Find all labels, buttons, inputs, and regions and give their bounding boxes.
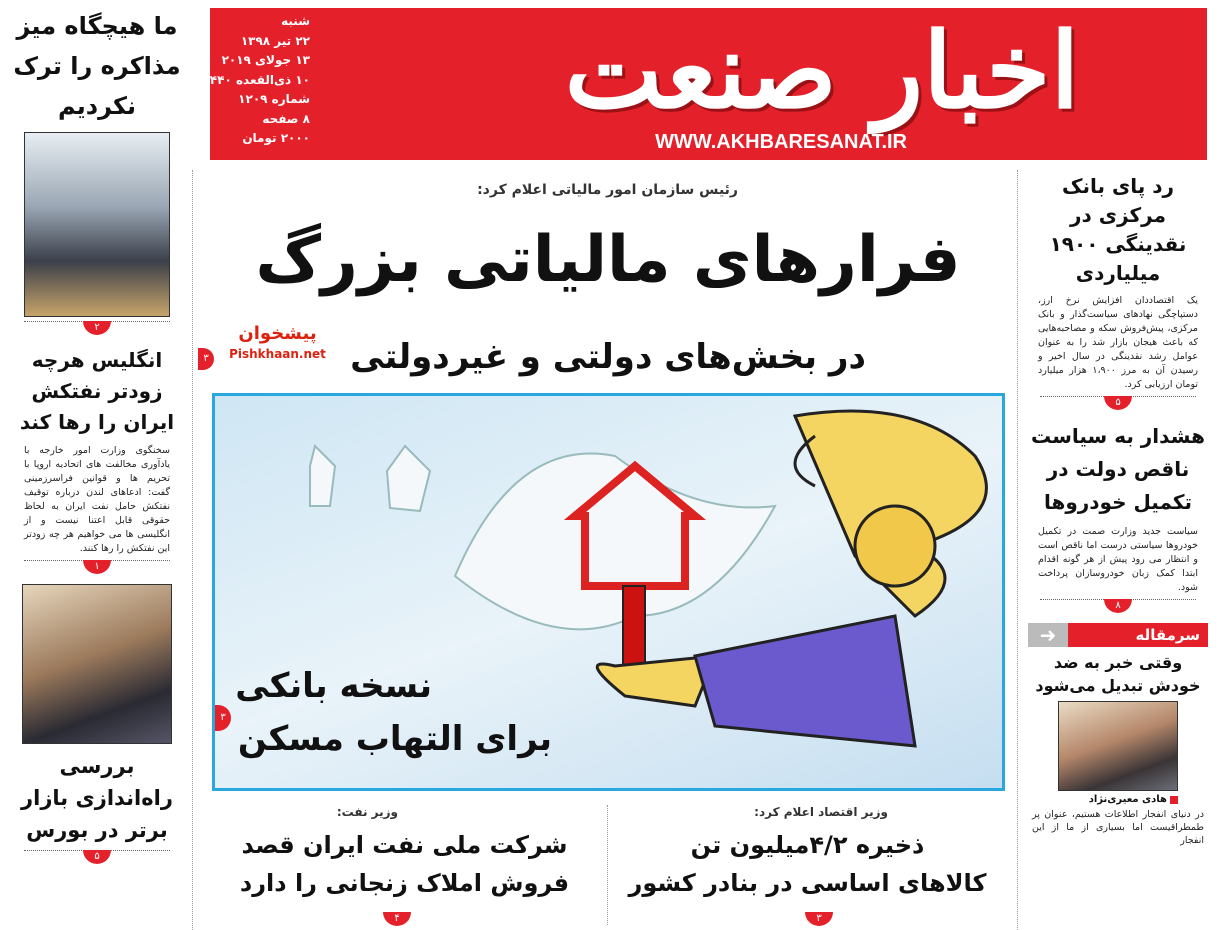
column-divider	[607, 805, 608, 925]
headline-line: ذخیره ۴/۲میلیون تن	[690, 831, 925, 859]
page-count: ۸ صفحه	[262, 111, 310, 126]
divider	[24, 560, 170, 578]
author-name: هادی معیری‌نژاد	[1088, 794, 1167, 805]
issue-day: شنبه	[281, 14, 310, 28]
column-divider	[1017, 170, 1018, 930]
cartoon-caption-line-1: نسخه بانکی	[235, 666, 432, 706]
website-url[interactable]: WWW.AKHBARESANAT.IR	[655, 131, 907, 153]
editorial-title[interactable]: وقتی خبر به ضد خودش تبدیل می‌شود	[1035, 653, 1201, 695]
headline-line: شرکت ملی نفت ایران قصد	[241, 831, 568, 859]
headline-line: کالاهای اساسی در بنادر کشور	[628, 869, 987, 897]
page-badge: ۸	[1104, 599, 1132, 613]
editorial-header	[1028, 623, 1208, 647]
bottom-kicker-2: وزیر نفت:	[336, 805, 398, 819]
author-byline	[1058, 794, 1178, 805]
issue-date-hijri: ۱۰ ذی‌القعده ۱۴۴۰	[202, 72, 310, 87]
page-badge: ۴	[383, 912, 411, 926]
right-headline-1[interactable]: رد پای بانک مرکزی در نقدینگی ۱۹۰۰ میلیاردی	[1049, 174, 1187, 285]
page-badge: ۱	[83, 560, 111, 574]
left-article-body: سخنگوی وزارت امور خارجه با یادآوری مخالفت های اتحادیه اروپا با تحریم ها و قوانین فراسرزمینی گفت: ادعاهای لندن درباره توقیف نفتکش حامل نفت ایران به لحاظ حقوقی قابل اعتنا نیست و از انگلیسی ها می خواهیم هر چه زودتر این نفتکش را رها کنند.	[24, 445, 170, 554]
editorial-body: در دنیای انفجار اطلاعات هستیم، عنوان پر طمطراقیست اما بسیاری از ما از این انفجار	[1032, 809, 1204, 846]
headline-line: فروش املاک زنجانی را دارد	[239, 869, 570, 897]
author-photo	[1058, 701, 1178, 791]
cartoon-caption-line-2: برای التهاب مسکن	[237, 719, 552, 759]
masthead	[202, 8, 1207, 160]
bottom-headline-1[interactable]	[615, 826, 1000, 902]
issue-number: شماره ۱۲۰۹	[238, 92, 310, 106]
newspaper-logo: اخبار صنعت	[564, 9, 1080, 132]
author-marker-icon	[1170, 796, 1178, 804]
left-headline-3[interactable]: بررسی راه‌اندازی بازار برتر در بورس	[21, 754, 173, 842]
divider	[24, 850, 170, 868]
divider	[24, 321, 170, 339]
right-article-body-1: یک اقتصاددان افزایش نرخ ارز، دستپاچگی نهادهای سیاست‌گذار و بانک مرکزی، پیش‌فروش سکه و مصاحبه‌هایی که باعث هیجان بازار شد را به عنوان عوامل رشد نقدینگی در سال اخیر و رسیدن آن به مرز ۱،۹۰۰ هزار میلیارد تومان ارزیابی کرد.	[1038, 295, 1198, 390]
divider	[1040, 599, 1196, 617]
right-column	[1028, 172, 1208, 847]
watermark	[225, 322, 330, 362]
lead-headline[interactable]: فرارهای مالیاتی بزرگ	[255, 223, 961, 297]
lead-kicker: رئیس سازمان امور مالیاتی اعلام کرد:	[477, 182, 738, 198]
left-headline-1[interactable]: ما هیچگاه میز مذاکره را ترک نکردیم	[13, 12, 181, 120]
left-headline-2[interactable]: انگلیس هرچه زودتر نفتکش ایران را رها کند	[19, 348, 175, 434]
watermark-logo: پیشخوان	[238, 323, 317, 344]
bottom-headline-2[interactable]	[212, 826, 597, 902]
photo-official	[22, 584, 172, 744]
price: ۲۰۰۰ تومان	[242, 131, 310, 145]
photo-zarif	[24, 132, 170, 317]
right-headline-2[interactable]: هشدار به سیاست ناقص دولت در تکمیل خودروها	[1031, 424, 1205, 514]
right-article-body-2: سیاست جدید وزارت صمت در تکمیل خودروها سیاستی درست اما ناقص است و انتظار می رود پیش از هر گونه اقدام ابتدا کمک زبان خودروسازان پرداخت شود.	[1038, 526, 1198, 593]
issue-info	[202, 12, 310, 149]
left-column	[12, 6, 182, 874]
issue-date-gregorian: ۱۳ جولای ۲۰۱۹	[221, 53, 310, 67]
page-badge: ۳	[198, 348, 214, 370]
arrow-icon: ➜	[1028, 623, 1068, 647]
column-divider	[192, 170, 193, 930]
cartoon	[212, 393, 1005, 791]
lead-subtitle[interactable]: در بخش‌های دولتی و غیردولتی	[350, 337, 866, 377]
divider	[1040, 396, 1196, 414]
page-badge: ۵	[83, 850, 111, 864]
editorial-label: سرمقاله	[1068, 623, 1208, 647]
issue-date-persian: ۲۲ تیر ۱۳۹۸	[240, 33, 310, 48]
page-badge: ۲	[83, 321, 111, 335]
page-badge: ۵	[1104, 396, 1132, 410]
bottom-kicker-1: وزیر اقتصاد اعلام کرد:	[754, 805, 888, 819]
page-badge: ۳	[805, 912, 833, 926]
watermark-url: Pishkhaan.net	[229, 347, 326, 361]
page-badge: ۳	[215, 705, 231, 731]
